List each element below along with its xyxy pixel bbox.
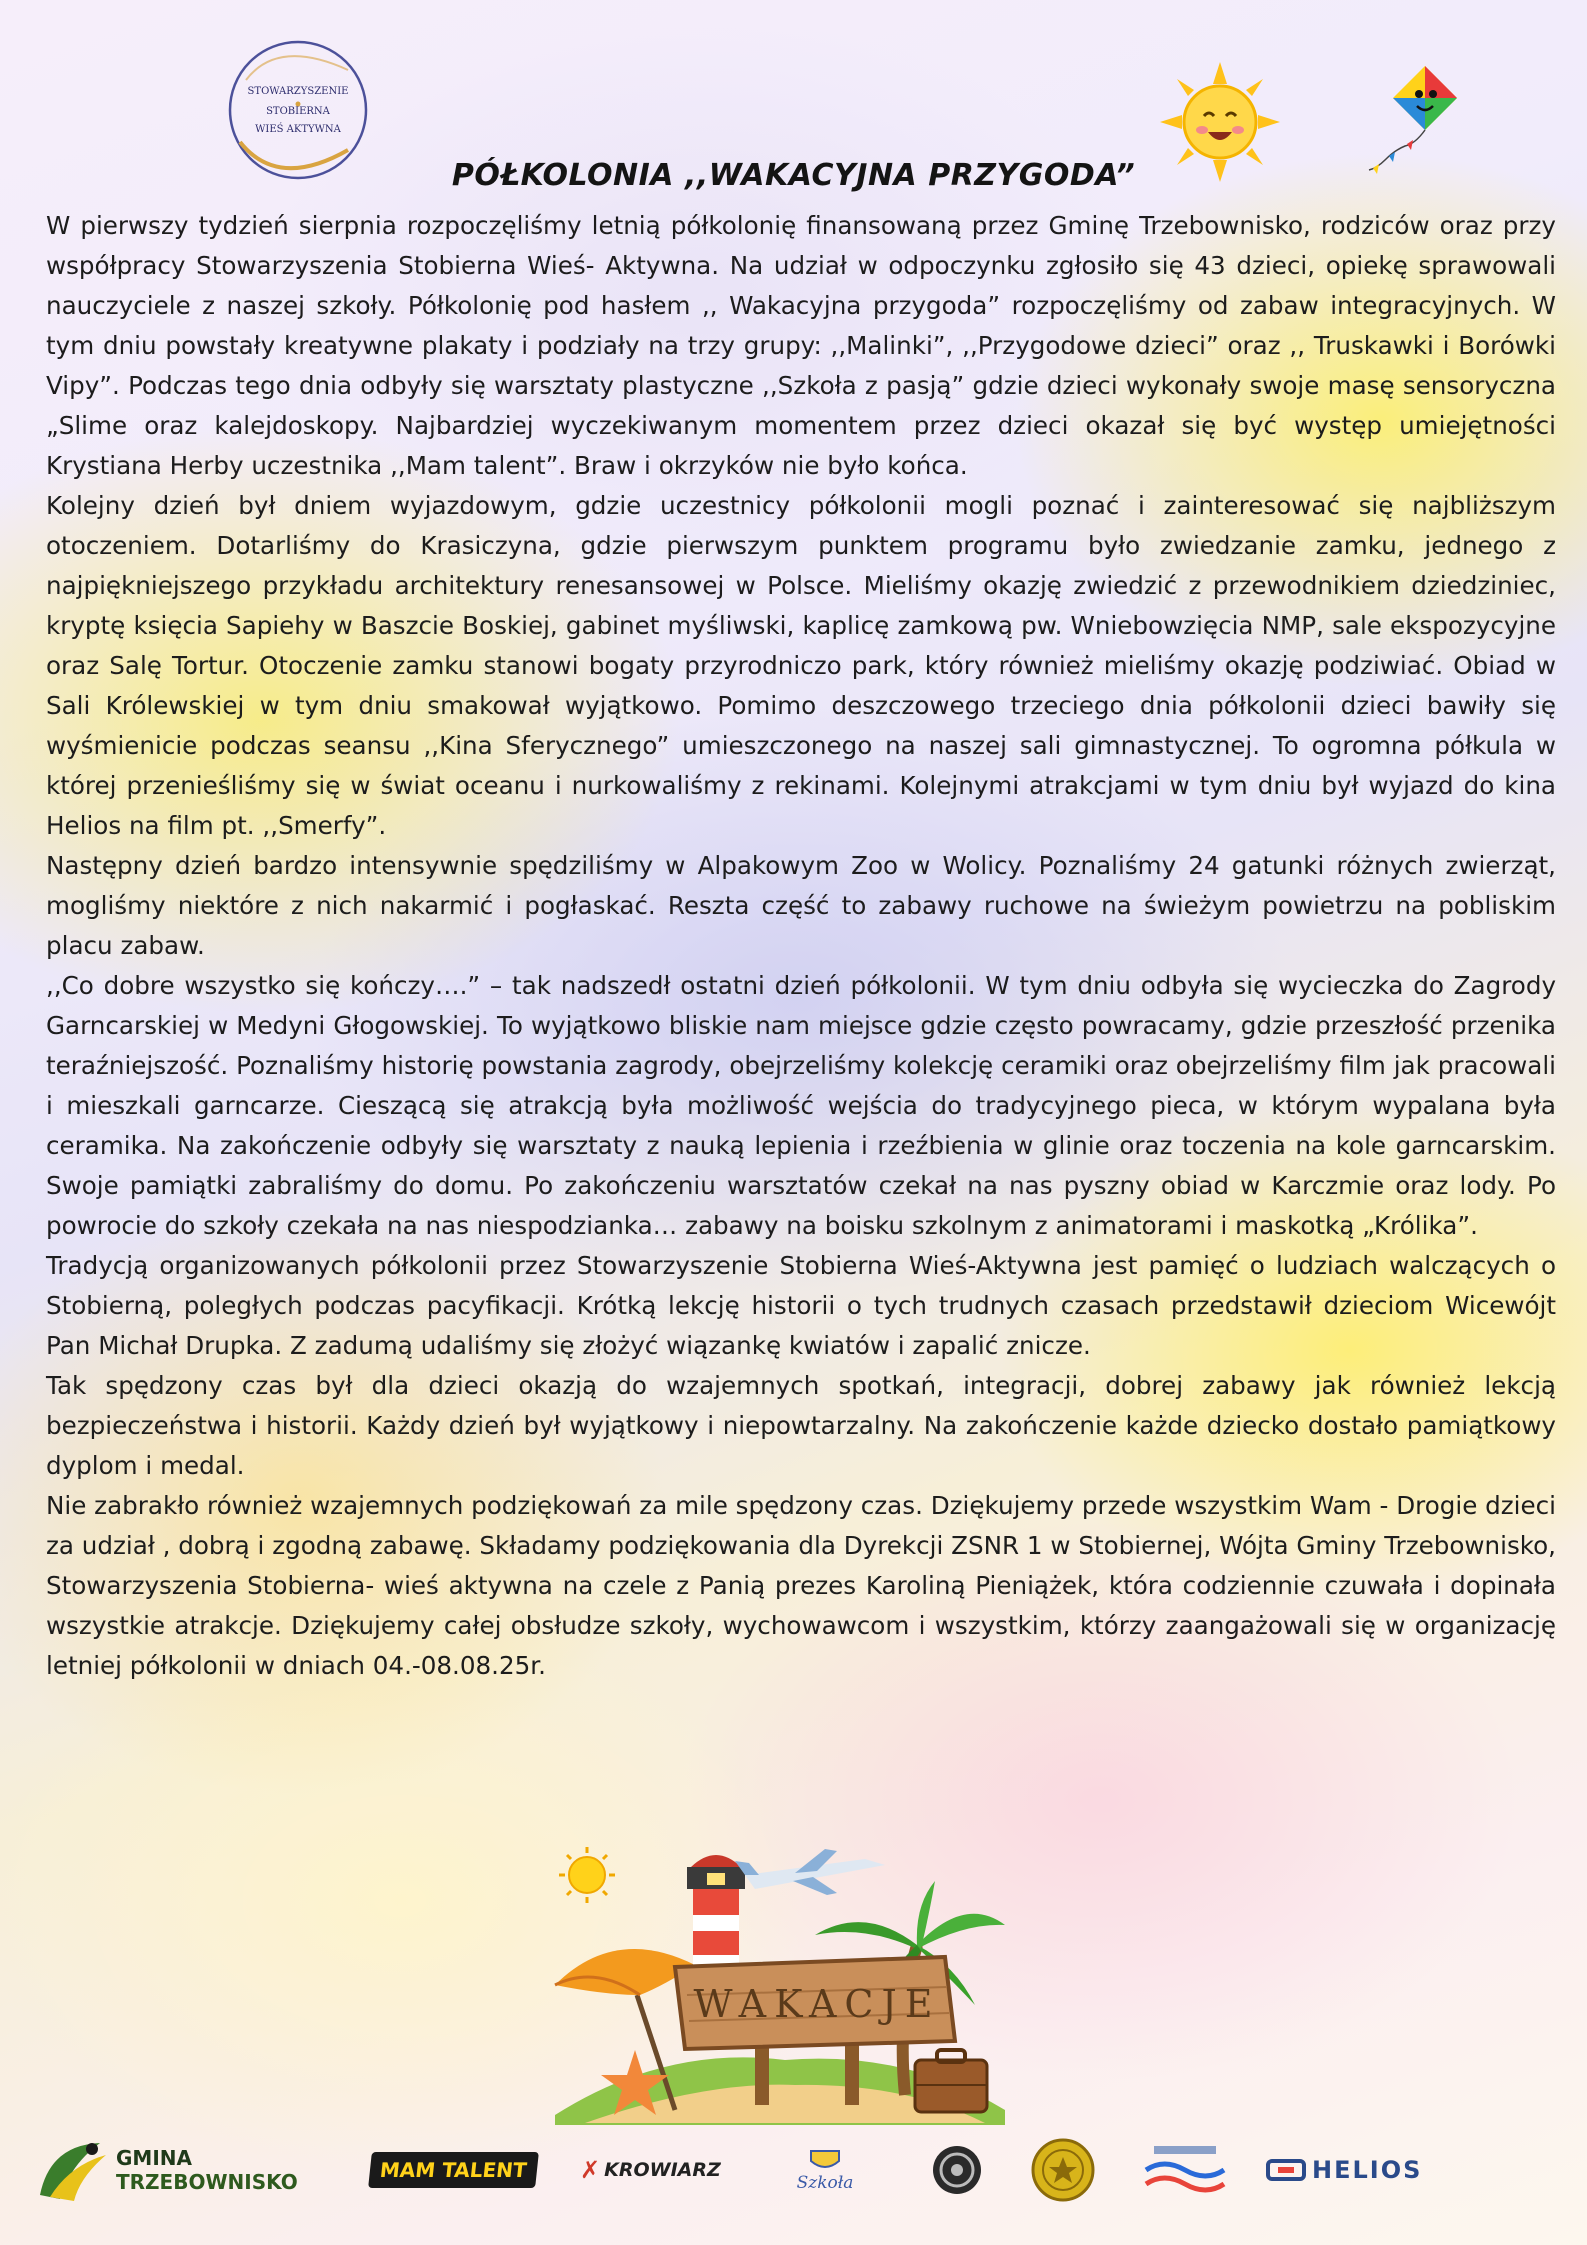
gmina-trzebownisko-logo: [30, 2132, 330, 2208]
mam-talent-logo: [370, 2132, 540, 2208]
badge-icon: [930, 2143, 984, 2197]
gmina-line2: TRZEBOWNISKO: [116, 2170, 298, 2194]
gmina-emblem-icon: [30, 2135, 110, 2205]
airplane-icon: [735, 1849, 885, 1895]
logo-text-line2: STOBIERNA: [266, 106, 330, 117]
round-badge-logo: [930, 2132, 990, 2208]
paragraph-7: Nie zabrakło również wzajemnych podziękowań za mile spędzony czas. Dziękujemy przede wszystkim Wam - Drogie dzieci za udział , dobrą i zgodną zabawę. Składamy podziękowania dla Dyrekcji ZSNR 1 w Stobiernej, Wójta Gminy Trzebownisko, Stowarzyszenia Stobierna- wieś aktywna na czele z Panią prezes Karoliną Pieniążek, która codziennie czuwała i dopinała wszystkie atrakcje. Dziękujemy całej obsłudze szkoły, wychowawcom i wszystkim, którzy zaangażowali się w organizację letniej półkolonii w dniach 04.-08.08.25r.: [46, 1491, 1556, 1680]
small-sun-icon: [559, 1847, 615, 1903]
paragraph-6: Tak spędzony czas był dla dzieci okazją do wzajemnych spotkań, integracji, dobrej zabawy jak również lekcją bezpieczeństwa i historii. Każdy dzień był wyjątkowy i niepowtarzalny. Na zakończenie każde dziecko dostało pamiątkowy dyplom i medal.: [46, 1371, 1556, 1480]
wave-logo: [1140, 2132, 1240, 2208]
gmina-line1: GMINA: [116, 2146, 192, 2170]
suitcase-icon: [915, 2050, 987, 2112]
logo-text-line1: STOWARZYSZENIE: [247, 86, 349, 97]
helios-mark-icon: [1266, 2157, 1306, 2183]
krowiarz-logo: ✗ KROWIARZ: [580, 2156, 721, 2184]
logo-text-line3: WIEŚ AKTYWNA: [255, 124, 341, 135]
paragraph-1: W pierwszy tydzień sierpnia rozpoczęliśmy letnią półkolonię finansowaną przez Gminę Trzebownisko, rodziców oraz przy współpracy Stowarzyszenia Stobierna Wieś- Aktywna. Na udział w odpoczynku zgłosiło się 43 dzieci, opiekę sprawowali nauczyciele z naszej szkoły. Półkolonię pod hasłem ,, Wakacyjna przygoda” rozpoczęliśmy od zabaw integracyjnych. W tym dniu powstały kreatywne plakaty i podziały na trzy grupy: ,,Malinki”, ,,Przygodowe dzieci” oraz ,, Truskawki i Borówki Vipy”. Podczas tego dnia odbyły się warsztaty plastyczne ,,Szkoła z pasją” gdzie dzieci wykonały swoje masę sensoryczna „Slime oraz kalejdoskopy. Najbardziej wyczekiwanym momentem przez dzieci okazał się być występ umiejętności Krystiana Herby uczestnika ,,Mam talent”. Braw i okrzyków nie było końca.: [46, 211, 1556, 480]
szkola-text: Szkoła: [796, 2173, 854, 2193]
krowiarz-text: KROWIARZ: [604, 2159, 721, 2181]
article-body: [46, 206, 1556, 1686]
helios-text: HELIOS: [1312, 2156, 1423, 2184]
wave-icon: [1140, 2140, 1230, 2200]
sponsor-logos: [30, 2132, 1460, 2208]
helios-logo: [1266, 2132, 1466, 2208]
mam-talent-text: MAM TALENT: [378, 2158, 528, 2182]
paragraph-3: Następny dzień bardzo intensywnie spędziliśmy w Alpakowym Zoo w Wolicy. Poznaliśmy 24 gatunki różnych zwierząt, mogliśmy niektóre z nich nakarmić i pogłaskać. Reszta część to zabawy ruchowe na świeżym powietrzu na pobliskim placu zabaw.: [46, 851, 1556, 960]
gold-seal-logo: [1030, 2132, 1110, 2208]
seal-icon: [1030, 2137, 1096, 2203]
szkola-logo: [770, 2132, 880, 2208]
paragraph-2: Kolejny dzień był dniem wyjazdowym, gdzie uczestnicy półkolonii mogli poznać i zainteresować się najbliższym otoczeniem. Dotarliśmy do Krasiczyna, gdzie pierwszym punktem programu było zwiedzanie zamku, jednego z najpiękniejszego przykładu architektury renesansowej w Polsce. Mieliśmy okazję zwiedzić z przewodnikiem dziedziniec, kryptę księcia Sapiehy w Baszcie Boskiej, gabinet myśliwski, kaplicę zamkową pw. Wniebowzięcia NMP, sale ekspozycyjne oraz Salę Tortur. Otoczenie zamku stanowi bogaty przyrodniczo park, który również mieliśmy okazję podziwiać. Obiad w Sali Królewskiej w tym dniu smakował wyjątkowo. Pomimo deszczowego trzeciego dnia półkolonii dzieci bawiły się wyśmienicie podczas seansu ,,Kina Sferycznego” umieszczonego na naszej sali gimnastycznej. To ogromna półkula w której przenieśliśmy się w świat oceanu i nurkowaliśmy z rekinami. Kolejnymi atrakcjami w tym dniu był wyjazd do kina Helios na film pt. ,,Smerfy”.: [46, 491, 1556, 840]
paragraph-5: Tradycją organizowanych półkolonii przez Stowarzyszenie Stobierna Wieś-Aktywna jest pamięć o ludziach walczących o Stobierną, poległych podczas pacyfikacji. Krótką lekcję historii o tych trudnych czasach przedstawił dzieciom Wicewójt Pan Michał Drupka. Z zadumą udaliśmy się złożyć wiązankę kwiatów i zapalić znicze.: [46, 1251, 1556, 1360]
page-title: PÓŁKOLONIA ,,WAKACYJNA PRZYGODA”: [451, 158, 1136, 193]
summer-illustration: [545, 1845, 1015, 2125]
school-crest-icon: [805, 2147, 845, 2173]
paragraph-4: ,,Co dobre wszystko się kończy….” – tak nadszedł ostatni dzień półkolonii. W tym dniu odbyła się wycieczka do Zagrody Garncarskiej w Medyni Głogowskiej. To wyjątkowo bliskie nam miejsce gdzie często powracamy, gdzie przeszłość przenika teraźniejszość. Poznaliśmy historię powstania zagrody, obejrzeliśmy kolekcję ceramiki oraz obejrzeliśmy film jak pracowali i mieszkali garncarze. Cieszącą się atrakcją była możliwość wejścia do tradycyjnego pieca, w którym wypalana była ceramika. Na zakończenie odbyły się warsztaty z nauką lepienia i rzeźbienia w glinie oraz toczenia na kole garncarskim. Swoje pamiątki zabraliśmy do domu. Po zakończeniu warsztatów czekał na nas pyszny obiad w Karczmie oraz lody. Po powrocie do szkoły czekała na nas niespodzianka… zabawy na boisku szkolnym z animatorami i maskotką „Królika”.: [46, 971, 1556, 1240]
sign-label: WAKACJE: [693, 1982, 941, 2026]
